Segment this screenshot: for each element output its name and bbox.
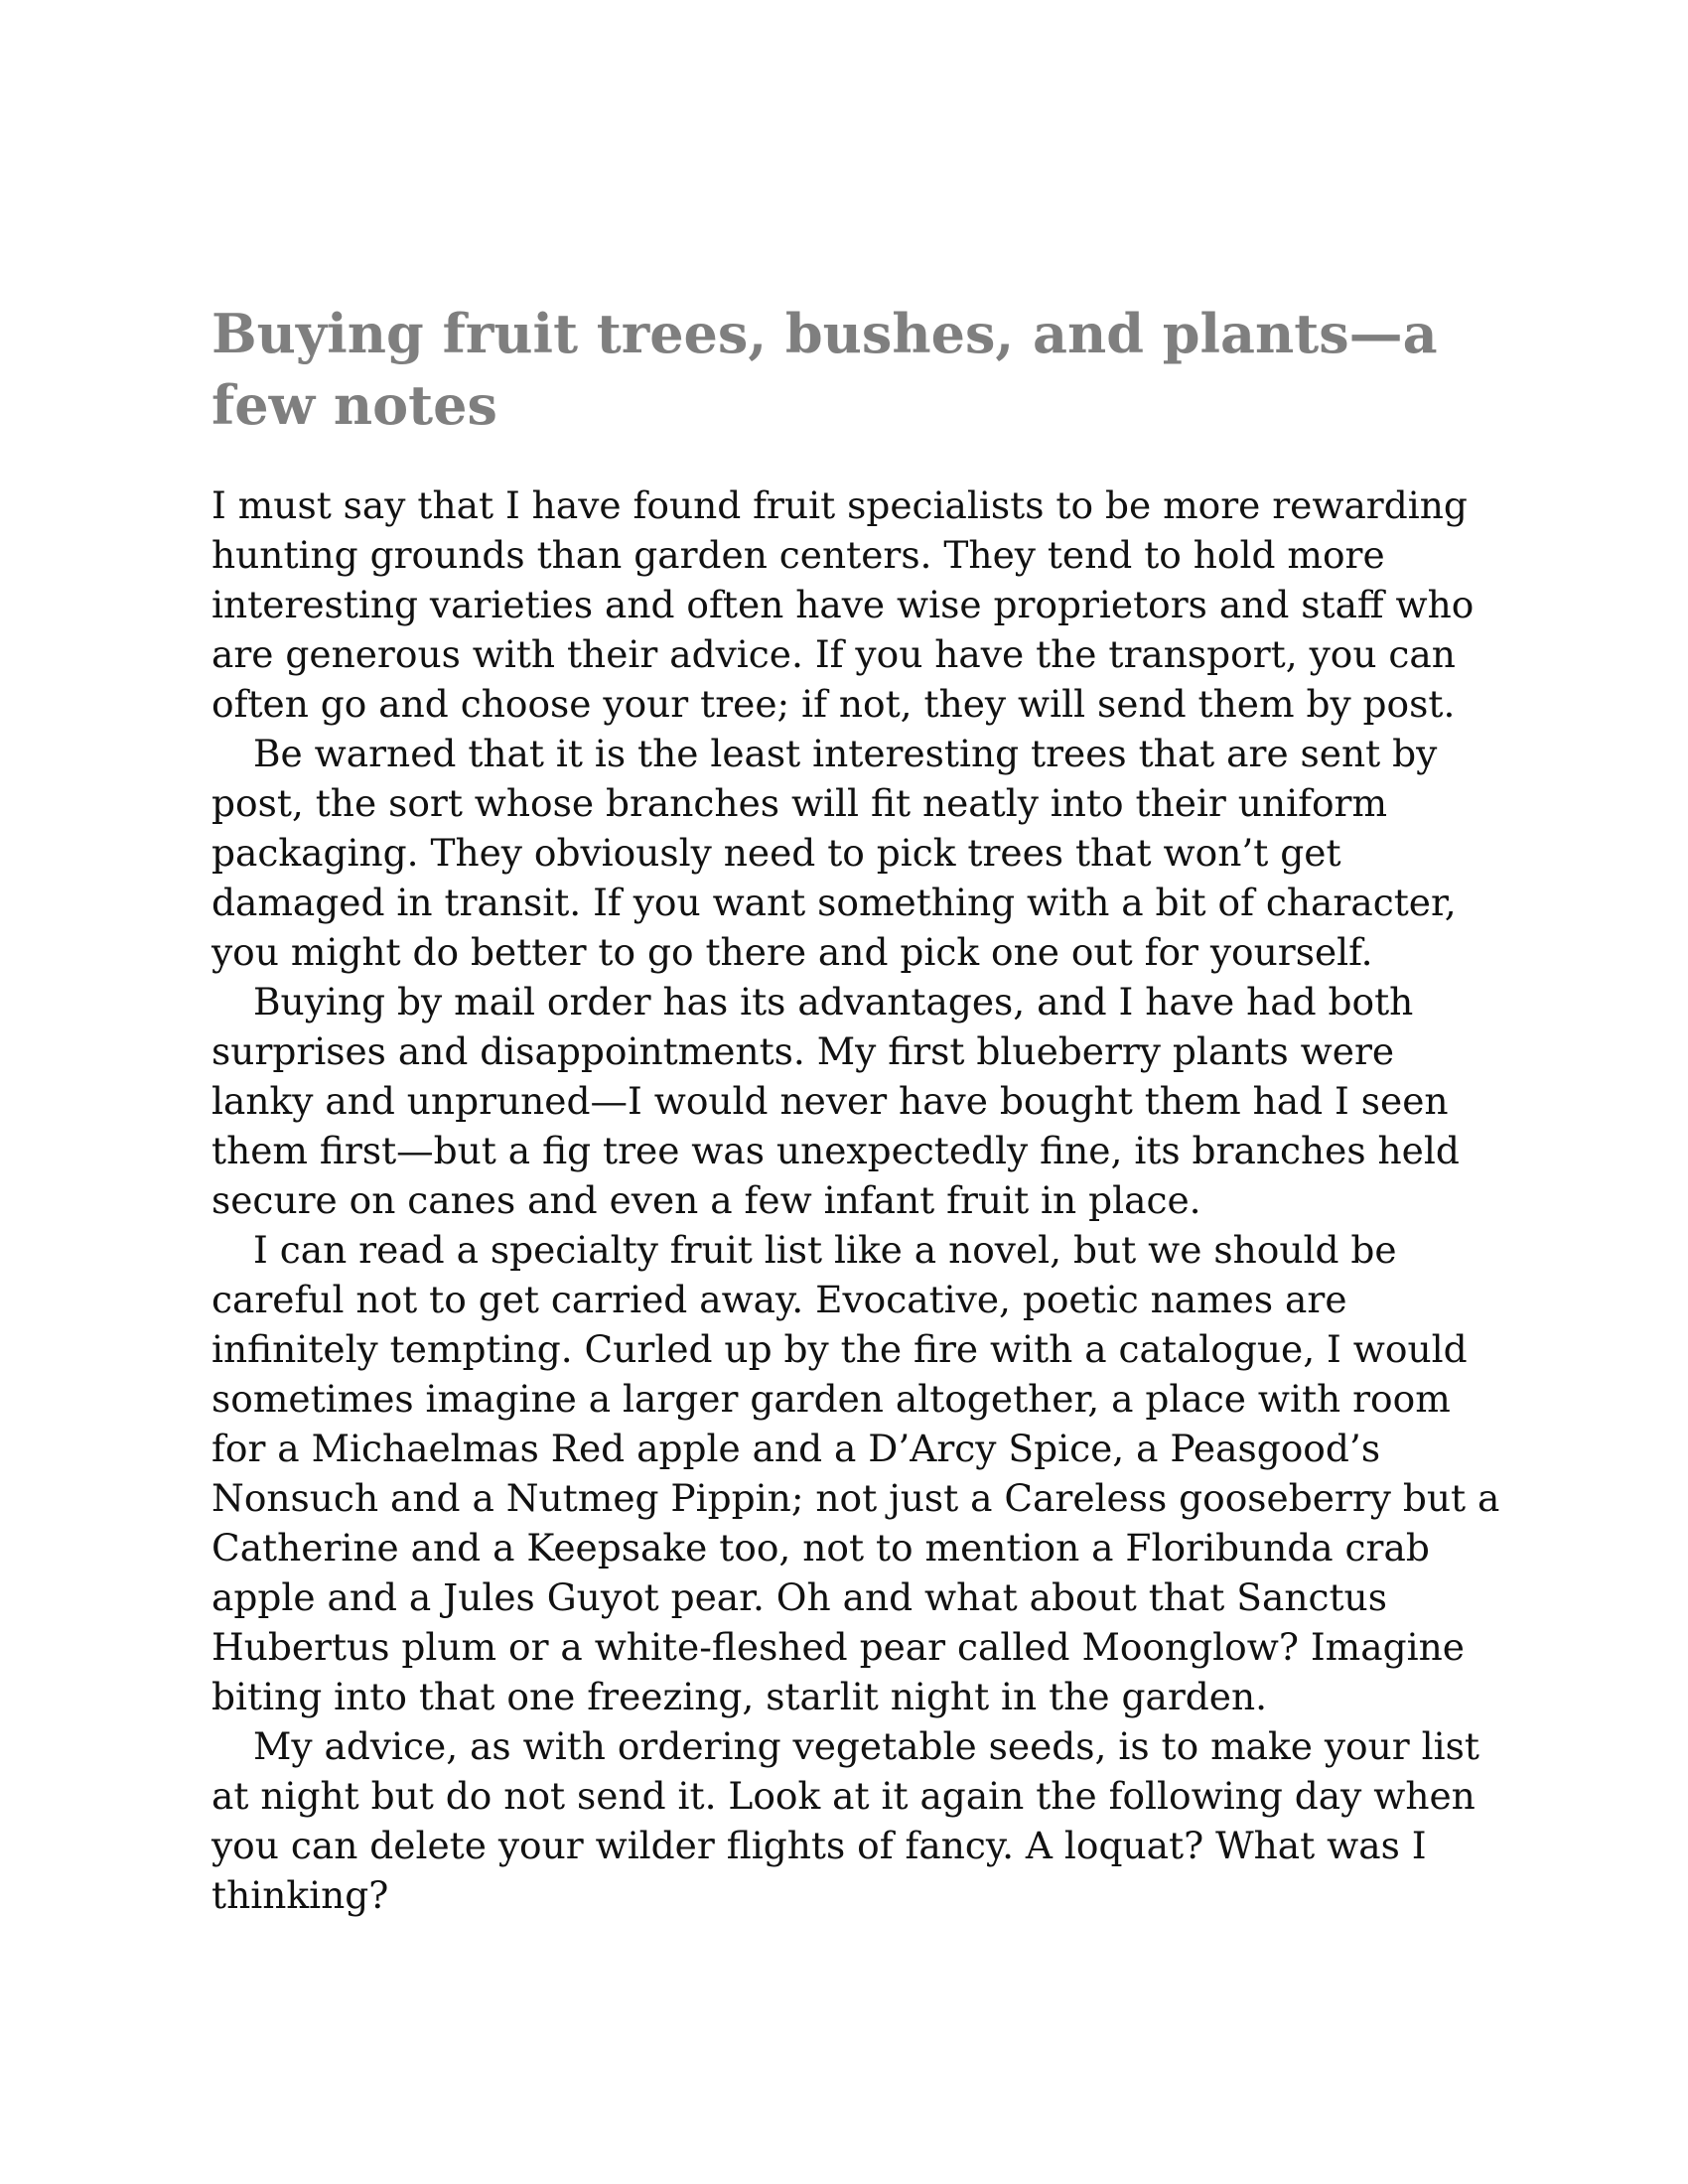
section-heading: Buying fruit trees, bushes, and plants—a few notes <box>211 302 1438 437</box>
paragraph-4: I can read a specialty fruit list like a novel, but we should be careful not to get carried away. Evocative, poetic names are infinitely tempting. Curled up by the fire with a catalogue, I would sometimes imagine a larger garden altogether, a place with room for a Michaelmas Red apple and a D’Arcy Spice, a Peasgood’s Nonsuch and a Nutmeg Pippin; not just a Careless gooseberry but a Catherine and a Keepsake too, not to mention a Floribunda crab apple and a Jules Guyot pear. Oh and what about that Sanctus Hubertus plum or a white-fleshed pear called Moonglow? Imagine biting into that one freezing, starlit night in the garden. <box>211 1228 1500 1718</box>
paragraph-2: Be warned that it is the least interesting trees that are sent by post, the sort whose branches will fit neatly into their uniform packaging. They obviously need to pick trees that won’t get damaged in transit. If you want something with a bit of character, you might do better to go there and pick one out for yourself. <box>211 732 1457 974</box>
page-content <box>211 298 1502 1920</box>
paragraph-5: My advice, as with ordering vegetable seeds, is to make your list at night but do not send it. Look at it again the following day when you can delete your wilder flights of fancy. A loquat? What was I thinking? <box>211 1724 1479 1917</box>
paragraph-1: I must say that I have found fruit specialists to be more rewarding hunting grounds than garden centers. They tend to hold more interesting varieties and often have wise proprietors and staff who are generous with their advice. If you have the transport, you can often go and choose your tree; if not, they will send them by post. <box>211 483 1475 726</box>
paragraph-3: Buying by mail order has its advantages, and I have had both surprises and disappointments. My first blueberry plants were lanky and unpruned—I would never have bought them had I seen them first—but a fig tree was unexpectedly fine, its branches held secure on canes and even a few infant fruit in place. <box>211 980 1460 1222</box>
